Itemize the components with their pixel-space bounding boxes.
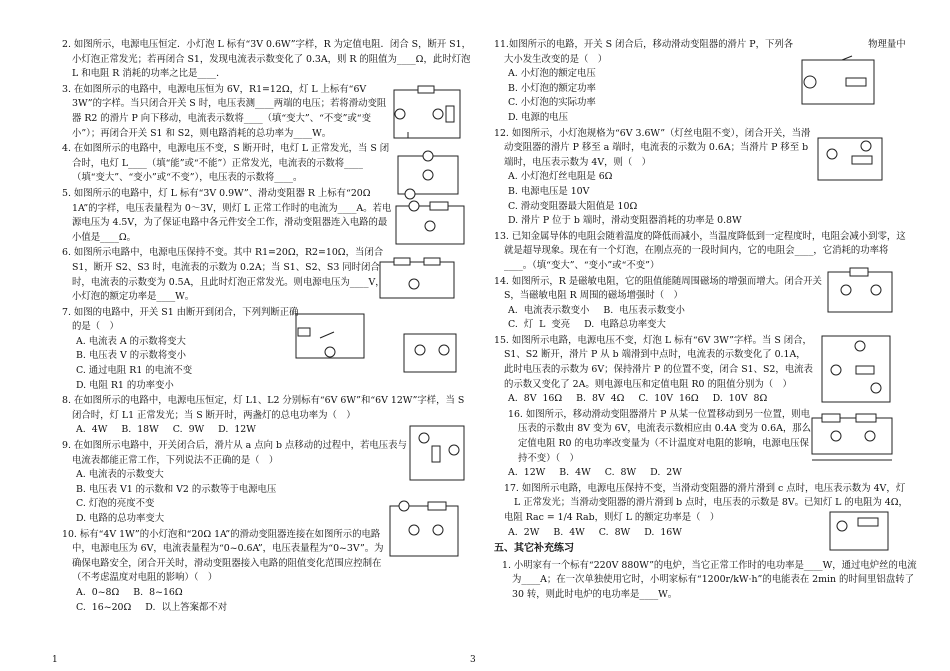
circuit-figure-q6 [374,256,460,304]
question-3: 3. 在如图所示的电路中，电源电压恒为 6V，R1=12Ω，灯 L 上标有“6V 3W”的字样。当只闭合开关 S 时，电压表测____两端的电压；若将滑动变阻器 R2 的滑片 P 向下移动，电流表示数将____（填“变大”、“不变”或“变小”）；再闭合开关 S1 和 S2，则电路消耗的总功率为____W。 [62,83,387,139]
page-number-left: 1 [52,655,58,665]
question-5: 5. 如图所示的电路中，灯 L 标有“3V 0.9W”、滑动变阻器 R 上标有“20Ω 1A”的字样，电压表量程为 0～3V，则灯 L 正常工作时的电流为____A。若电源电压为 4.5V，为了保证电路中各元件安全工作，滑动变阻器连入电路的最小值是____Ω。 [62,187,392,243]
question-11: 11.如图所示的电路，开关 S 闭合后，移动滑动变阻器的滑片 P，下列各 物理量中大小发生改变的是（ ） A. 小灯泡的额定电压 B. 小灯泡的额定功率 C. 小灯泡的实际功率 D. 电源的电压 [494,39,906,123]
question-14: 14. 如图所示，R 是磁敏电阻，它的阻值能随周围磁场的增强而增大。闭合开关 S，当磁敏电阻 R 周围的磁场增强时（ ） A. 电流表示数变小 B. 电压表示数变小 C. 灯 L 变亮 D. 电路总功率变大 [494,275,822,331]
circuit-figure-q7a [290,308,370,364]
circuit-figure-q14 [822,266,898,318]
page-number-right: 3 [470,655,476,665]
question-15: 15. 如图所示电路，电源电压不变，灯泡 L 标有“6V 3W”字样。当 S 闭合，S1、S2 断开，滑片 P 从 b 端滑到中点时，电流表的示数变化了 0.1A，此时电压表的示数为 6V；保持滑片 P 的位置不变，闭合 S1、S2，电流表的示数又变化了 2A。则电源电压和定值电阻 R0 的阻值分别为（ ） A. 8V 16Ω B. 8V 4Ω C. 10V 16Ω D. 10V 8Ω [494,334,813,405]
supplement-question-1: 1. 小明家有一个标有“220V 880W”的电炉，当它正常工作时的电功率是____W，通过电炉丝的电流为____A；在一次单独使用它时，小明家标有“1200r/kW·h”的电能表在 2min 的时间里铝盘转了 30 转，则此时电炉的电功率是____W。 [502,559,917,600]
circuit-figure-q17 [824,506,894,556]
circuit-figure-q12 [812,132,888,186]
question-9: 9. 在如图所示电路中，开关闭合后，滑片从 a 点向 b 点移动的过程中，若电压表与电流表都能正常工作，下列说法不正确的是（ ） A. 电流表的示数变大 B. 电压表 V1 的示数和 V2 的示数等于电源电压 C. 灯泡的亮度不变 D. 电路的总功率变大 [62,440,407,524]
question-7: 7. 如图的电路中，开关 S1 由断开到闭合，下列判断正确的是（ ） A. 电流表 A 的示数将变大 B. 电压表 V 的示数将变小 C. 通过电阻 R1 的电流不变 D. 电阻 R1 的功率变小 [62,306,462,394]
section-heading: 五、其它补充练习 [494,543,574,555]
circuit-figure-q9 [404,420,470,486]
circuit-figure-q4 [392,150,464,200]
circuit-figure-q15 [816,330,896,408]
question-6: 6. 如图所示电路中，电源电压保持不变。其中 R1=20Ω，R2=10Ω，当闭合 S1，断开 S2、S3 时，电流表的示数为 0.2A；当 S1、S2、S3 同时闭合时，电流表的示数变为 0.5A，且此时灯泡正常发光。则电源电压为____V，小灯泡的额定功率是____W。 [62,247,385,303]
q7-option-d: D. 电阻 R1 的功率变小 [76,379,174,391]
question-16: 16. 如图所示，移动滑动变阻器滑片 P 从某一位置移动到另一位置，则电压表的示数由 8V 变为 6V，电流表示数相应由 0.4A 变为 0.6A，那么定值电阻 R0 的电功率改变量为（不计温度对电阻的影响，电源电压保持不变）（ ） A. 12W B. 4W C. 8W D. 2W [508,408,811,479]
circuit-figure-q3 [388,84,466,144]
q7-option-b: B. 电压表 V 的示数将变小 [76,350,186,362]
circuit-figure-q11 [796,54,880,110]
q8-options: A. 4W B. 18W C. 9W D. 12W [76,424,256,436]
circuit-figure-q10 [384,500,464,562]
circuit-figure-q7b [398,328,462,378]
circuit-figure-q16 [806,412,898,464]
question-17: 17. 如图所示电路，电源电压保持不变，当滑动变阻器的滑片滑到 c 点时，电压表示数为 4V，灯 L 正常发光；当滑动变阻器的滑片滑到 b 点时，电压表的示数是 8V。已知灯 L 的电阻为 4Ω， 电阻 Rac = 1/4 Rab，则灯 L 的额定功率是（ ） A. 2W B. 4W C. 8W D. 16W [504,482,908,538]
question-12: 12. 如图所示，小灯泡规格为“6V 3.6W”（灯丝电阻不变），闭合开关，当滑动变阻器的滑片 P 移至 a 端时，电流表的示数为 0.6A；当滑片 P 移至 b 端时，电压表示数为 4V，则（ ） A. 小灯泡灯丝电阻是 6Ω B. 电源电压是 10V C. 滑动变阻器最大阻值是 10Ω D. 滑片 P 位于 b 端时，滑动变阻器消耗的功率是 0.8W [494,127,811,227]
question-4: 4. 在如图所示的电路中，电源电压不变，S 断开时，电灯 L 正常发光，当 S 闭合时，电灯 L____（填“能”或“不能”）正常发光，电流表的示数将____（填“变大”、“变小”或“不变”），电压表的示数将____。 [62,143,390,184]
question-10: 10. 标有“4V 1W”的小灯泡和“20Ω 1A”的滑动变阻器连接在如图所示的电路中，电源电压为 6V，电流表量程为“0~0.6A”，电压表量程为“0~3V”。为确保电路安全，闭合开关时，滑动变阻器接入电路的阻值变化范围应控制在（不考虑温度对电阻的影响）（ ） A. 0~8Ω B. 8~16Ω C. 16~20Ω D. 以上答案都不对 [62,528,384,613]
q7-option-a: A. 电流表 A 的示数将变大 [76,335,186,347]
circuit-figure-q5 [390,200,470,250]
question-2: 2. 如图所示，电源电压恒定．小灯泡 L 标有“3V 0.6W”字样，R 为定值电阻．闭合 S，断开 S1，小灯泡正常发光；若再闭合 S1，发现电流表示数变化了 0.3A，则 R 的阻值为____Ω，此时灯泡 L 和电阻 R 消耗的功率之比是____． [62,39,471,80]
question-8: 8. 在如图所示的电路中，电源电压恒定，灯 L1、L2 分别标有“6V 6W”和“6V 12W”字样，当 S 闭合时，灯 L1 正常发光；当 S 断开时，两盏灯的总电功率为（ ） A. 4W B. 18W C. 9W D. 12W [62,394,462,438]
question-13: 13. 已知金属导体的电阻会随着温度的降低而减小，当温度降低到一定程度时，电阻会减小到零，这就是超导现象。现在有一个灯泡，在刚点亮的一段时间内，它的电阻会____，它消耗的功率将____。（填“变大”、“变小”或“不变”） [494,230,906,271]
q7-option-c: C. 通过电阻 R1 的电流不变 [76,365,193,377]
